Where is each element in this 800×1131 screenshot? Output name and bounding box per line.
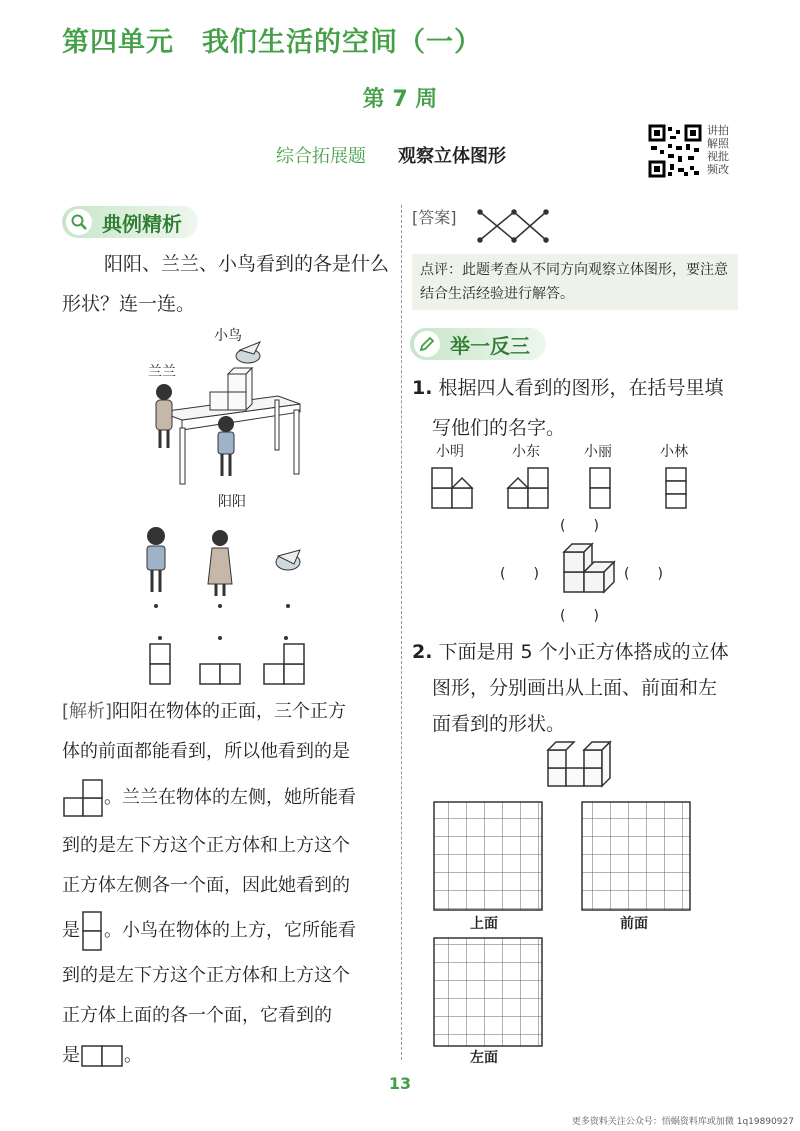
paren-top: ( ) [560,518,599,534]
practice-tag-label: 举一反三 [450,333,530,358]
name-xiaoming: 小明 [436,444,464,460]
analysis-text-9a: 是 [62,1045,80,1066]
yangyang-figure [218,416,234,476]
grid-label-front: 前面 [620,916,648,932]
analysis-line4: 到的是左下方这个正方体和上方这个 [62,835,350,856]
comment-box: 点评：此题考查从不同方向观察立体图形，要注意结合生活经验进行解答。 [412,254,738,310]
lanlan-label: 兰兰 [148,364,176,380]
analysis-text-6b: 。小鸟在物体的上方，它所能看 [104,920,356,941]
paren-left: ( ) [500,566,539,582]
analysis-text-9b: 。 [124,1045,142,1066]
q2-line1: 2. 下面是用 5 个小正方体搭成的立体 [412,641,729,663]
example-tag [62,206,198,238]
left-view-shape [80,910,104,952]
unit-title: 第四单元 我们生活的空间（一） [62,27,482,58]
analysis-line3 [62,778,356,818]
grid-top [434,802,542,910]
q2-solid [544,738,624,790]
grid-front [582,802,690,910]
bird-figure [236,342,260,363]
front-view-shape [62,778,104,818]
analysis-line2: 体的前面都能看到，所以他看到的是 [62,741,350,762]
analysis-line1 [62,692,346,732]
name-xiaolin: 小林 [660,444,688,460]
pencil-icon [414,331,440,357]
analysis-text-6a: 是 [62,920,80,941]
matching-figures [130,520,310,690]
name-xiaodong: 小东 [512,444,540,460]
section-subtitle: 观察立体图形 [398,146,506,167]
grid-label-top: 上面 [470,916,498,932]
analysis-line8: 正方体上面的各一个面，它看到的 [62,1005,332,1026]
week-title: 第 7 周 [362,87,438,112]
analysis-line6 [62,910,356,952]
analysis-tag: [解析] [62,701,113,722]
paren-bottom: ( ) [560,608,599,624]
bird-figure-2 [276,550,300,570]
q1-figures [424,440,714,630]
scene-illustration [120,320,320,520]
qr-caption: 讲拍解照视批频改 [707,124,729,176]
section-label: 综合拓展题 [276,146,366,167]
analysis-line7: 到的是左下方这个正方体和上方这个 [62,965,350,986]
top-view-shape [80,1043,124,1069]
q2-line3: 面看到的形状。 [432,713,566,735]
example-question-line2: 形状？连一连。 [62,293,196,315]
yangyang-label: 阳阳 [218,494,246,510]
cube-figure [210,368,252,410]
q1-line1: 1. 根据四人看到的图形，在括号里填 [412,377,724,399]
q1-line2: 写他们的名字。 [432,417,566,439]
qr-code-icon[interactable] [648,124,702,178]
q1-solid [564,544,614,592]
column-divider [401,205,402,1060]
drawing-grids [430,800,700,1070]
paren-right: ( ) [624,566,663,582]
analysis-line5: 正方体左侧各一个面，因此她看到的 [62,875,350,896]
q2-line2: 图形，分别画出从上面、前面和左 [432,677,718,699]
analysis-line9 [62,1036,142,1076]
footer-note: 更多资料关注公众号：悟蜗资料库或加微 1q19890927 [571,1117,794,1127]
example-tag-label: 典例精析 [102,211,182,236]
grid-left [434,938,542,1046]
analysis-text-3: 。兰兰在物体的左侧，她所能看 [104,787,356,808]
practice-tag [410,328,546,360]
grid-label-left: 左面 [470,1050,498,1066]
bird-label: 小鸟 [214,328,242,344]
magnifier-icon [66,209,92,235]
answer-lines [474,208,554,244]
boy-figure [147,527,165,592]
lanlan-figure [156,384,172,448]
page-number: 13 [388,1074,412,1093]
name-xiaoli: 小丽 [584,444,612,460]
analysis-text-1: 阳阳在物体的正面，三个正方 [112,701,347,722]
girl-figure [208,530,232,596]
example-question-line1: 阳阳、兰兰、小鸟看到的各是什么 [104,253,390,275]
answer-tag: [答案] [412,208,457,227]
